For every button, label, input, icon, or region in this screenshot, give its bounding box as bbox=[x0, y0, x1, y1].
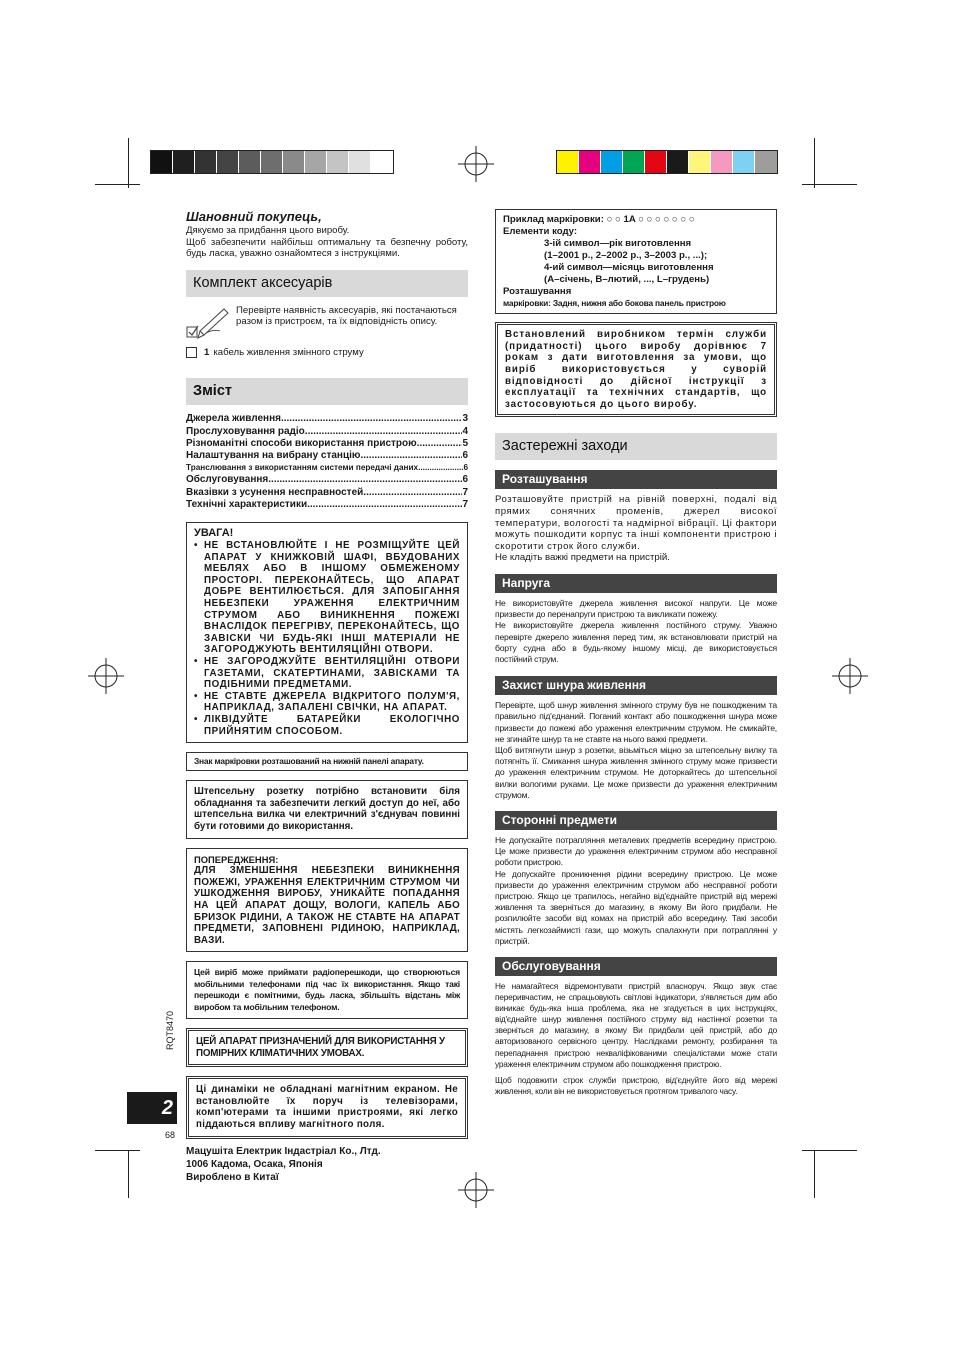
sub-heading: Напруга bbox=[495, 574, 777, 593]
warning-item bbox=[194, 714, 460, 737]
caution-notice bbox=[186, 848, 468, 953]
color-swatch bbox=[261, 151, 283, 173]
cord-text: Перевірте, щоб шнур живлення змінного струму був не пошкодженим та правильно під'єднаний. Поганий контакт або пошкодження шнура може призвести до пожежі або ураження електричним струмом. Не смикайте, не згинайте шнур та не ставте на нього важкі предмети. bbox=[495, 700, 777, 744]
manufacturer-name: Мацушіта Електрик Індастріал Ко., Лтд. bbox=[186, 1145, 381, 1157]
marking-notice: Знак маркіровки розташований на нижній панелі апарату. bbox=[186, 752, 468, 771]
toc-item[interactable] bbox=[186, 438, 468, 450]
marking-example bbox=[503, 214, 769, 226]
toc-leader bbox=[417, 438, 463, 450]
voltage-text: Не використовуйте джерела живлення постійного струму. Уважно перевірте джерело живлення перед тим, як встановлювати пристрій на борту судна або в будь-якому іншому місці, де використовується постійний струм. bbox=[495, 620, 777, 664]
toc-leader bbox=[363, 487, 462, 499]
toc-leader bbox=[281, 413, 462, 425]
marking-fourth-values: (А–січень, В–лютий, ..., L–грудень) bbox=[544, 274, 710, 285]
color-swatch bbox=[371, 151, 393, 173]
marking-location-label: Розташування bbox=[503, 286, 572, 297]
toc-leader bbox=[307, 499, 462, 511]
crop-mark bbox=[128, 138, 129, 188]
toc-title: Вказівки з усунення несправностей bbox=[186, 486, 364, 498]
crop-mark bbox=[95, 1150, 140, 1151]
bullet-icon: • bbox=[194, 655, 199, 667]
radio-notice: Цей виріб може приймати радіоперешкоди, що створюються мобільними телефонами під час їх використання. Якщо такі перешкоди є помітними, будь ласка, збільшіть відстань між виробом та мобільним телефоном. bbox=[186, 961, 468, 1019]
document-code: RQT8470 bbox=[165, 1010, 175, 1050]
cmyk-color-bar bbox=[556, 150, 778, 174]
pen-checkbox-icon bbox=[186, 305, 232, 341]
marking-example-code: ○ ○ 1A ○ ○ ○ ○ ○ ○ ○ bbox=[606, 214, 695, 225]
toc-item[interactable] bbox=[186, 426, 468, 438]
toc-item[interactable] bbox=[186, 462, 468, 474]
warning-item bbox=[194, 540, 460, 656]
color-swatch bbox=[327, 151, 349, 173]
toc-title: Прослуховування радіо bbox=[186, 425, 305, 437]
toc-page: 4 bbox=[462, 425, 468, 437]
color-swatch bbox=[601, 151, 623, 173]
color-swatch bbox=[689, 151, 711, 173]
gray-color-bar bbox=[150, 150, 394, 174]
accessories-note: Перевірте наявність аксесуарів, які постачаються разом із пристроєм, та їх відповідність опису. bbox=[236, 304, 457, 328]
toc-leader bbox=[418, 462, 463, 474]
warning-item-text: НЕ СТАВТЕ ДЖЕРЕЛА ВІДКРИТОГО ПОЛУМ'Я, НАПРИКЛАД, ЗАПАЛЕНІ СВІЧКИ, НА АПАРАТ. bbox=[204, 690, 460, 714]
toc-item[interactable] bbox=[186, 499, 468, 511]
sub-heading: Захист шнура живлення bbox=[495, 676, 777, 695]
color-swatch bbox=[239, 151, 261, 173]
toc-item[interactable] bbox=[186, 413, 468, 425]
accessory-text: кабель живлення змінного струму bbox=[213, 346, 364, 358]
registration-mark-icon bbox=[832, 658, 868, 694]
toc-item[interactable] bbox=[186, 487, 468, 499]
crop-mark bbox=[95, 184, 140, 185]
section-heading: Застережні заходи bbox=[495, 433, 777, 460]
manufacturer-origin: Вироблено в Китаї bbox=[186, 1171, 279, 1183]
accessories-check bbox=[186, 305, 468, 341]
toc-page: 6 bbox=[462, 449, 468, 461]
crop-mark bbox=[128, 1150, 129, 1198]
warning-item bbox=[194, 656, 460, 691]
warning-item-text: НЕ ЗАГОРОДЖУЙТЕ ВЕНТИЛЯЦІЙНІ ОТВОРИ ГАЗЕТАМИ, СКАТЕРТИНАМИ, ЗАВІСКАМИ ТА ПОДІБНИМИ ПРЕДМЕТАМИ. bbox=[204, 655, 460, 691]
foreign-text: Не допускайте проникнення рідини всередину пристрою. Це може призвести до ураження електричним струмом або несправної роботи пристрою. Якщо це трапилось, негайно від'єднайте пристрій від мережі живлення та зверніться до магазину, в якому Ви його придбали. Не розпилюйте засоби від комах на пристрій або всередину. Такі засоби містять легкозаймисті гази, що можуть спалахнути при потраплянні у пристрій. bbox=[495, 868, 777, 946]
checkbox[interactable] bbox=[186, 347, 197, 358]
color-swatch bbox=[349, 151, 371, 173]
service-text: Не намагайтеся відремонтувати пристрій власноруч. Якщо звук стає переривчастим, не спрацьовують світлові індикатори, з'являється дим або виникає будь-яка інша проблема, яка не згадується в цих інструкціях, від'єднайте шнур живлення постійного струму від настінної розетки та зверніться до магазину, в якому Ви придбали цей пристрій, або до авторизованого сервісного центру. Наслідками ремонту, розбирання та перепаднання пристрою некваліфікованими спеціалістами може стати ураження електричним струмом або пошкодження пристрою. bbox=[495, 981, 777, 1069]
section-heading: Зміст bbox=[186, 378, 468, 405]
marking-example-label: Приклад маркіровки: bbox=[503, 214, 604, 225]
service-life-box: Встановлений виробником термін служби (придатності) цього виробу дорівнює 7 рокам з дати виготовлення за умови, що виріб використовується у суворій відповідності до дійсної інструкції з експлуатації та технічних стандартів, що застосовуються до цього виробу. bbox=[495, 322, 777, 417]
right-column bbox=[495, 209, 777, 1097]
color-swatch bbox=[711, 151, 733, 173]
toc-title: Обслуговування bbox=[186, 474, 269, 486]
color-swatch bbox=[623, 151, 645, 173]
marking-third-values: (1–2001 р., 2–2002 р., 3–2003 р., ...); bbox=[544, 250, 708, 261]
color-swatch bbox=[217, 151, 239, 173]
socket-notice: Штепсельну розетку потрібно встановити біля обладнання та забезпечити легкий доступ до неї, або штепсельна вилка чи електричний з'єднувач повинні бути готовими до використання. bbox=[186, 780, 468, 838]
toc-page: 6 bbox=[463, 463, 468, 473]
color-swatch bbox=[173, 151, 195, 173]
caution-title: ПОПЕРЕДЖЕННЯ: bbox=[194, 853, 279, 865]
toc-page: 3 bbox=[462, 413, 468, 425]
toc-leader bbox=[360, 450, 462, 462]
climate-notice: ЦЕЙ АПАРАТ ПРИЗНАЧЕНИЙ ДЛЯ ВИКОРИСТАННЯ У ПОМІРНИХ КЛІМАТИЧНИХ УМОВАХ. bbox=[186, 1028, 468, 1067]
toc-page: 6 bbox=[462, 474, 468, 486]
toc-page: 5 bbox=[462, 437, 468, 449]
placement-text: Розташовуйте пристрій на рівній поверхні, подалі від прямих сонячних променів, джерел високої температури, вологості та надмірної вібрації. Ці фактори можуть пошкодити корпус та інші компоненти пристрою і скоротити строк його служби. bbox=[495, 494, 777, 552]
intro-text: Дякуємо за придбання цього виробу. bbox=[186, 225, 350, 236]
greeting-title: Шановний покупець, bbox=[186, 209, 322, 224]
placement-text: Не кладіть важкі предмети на пристрій. bbox=[495, 552, 670, 564]
marking-box bbox=[495, 209, 777, 314]
sub-heading: Розташування bbox=[495, 470, 777, 489]
accessory-item bbox=[186, 347, 468, 359]
page-number: 2 bbox=[127, 1092, 177, 1124]
warning-box bbox=[186, 522, 468, 743]
toc-title: Різноманітні способи використання пристрою bbox=[186, 437, 417, 449]
toc-leader bbox=[305, 426, 463, 438]
magnet-notice: Ці динаміки не обладнані магнітним екраном. Не встановлюйте їх поруч із телевізорами, комп'ютерами та іншими пристроями, які легко піддаються впливу магнітного поля. bbox=[186, 1076, 468, 1138]
left-column bbox=[186, 209, 468, 1184]
manufacturer-address: 1006 Кадома, Осака, Японія bbox=[186, 1158, 323, 1170]
warning-item bbox=[194, 691, 460, 714]
color-swatch bbox=[667, 151, 689, 173]
toc-page: 7 bbox=[462, 498, 468, 510]
toc-title: Транслювання з використанням системи передачі даних bbox=[186, 463, 419, 473]
color-swatch bbox=[755, 151, 777, 173]
registration-mark-icon bbox=[88, 658, 124, 694]
toc-item[interactable] bbox=[186, 450, 468, 462]
table-of-contents bbox=[186, 413, 468, 511]
toc-leader bbox=[268, 474, 462, 486]
marking-elements-label: Елементи коду: bbox=[503, 226, 578, 237]
foreign-text: Не допускайте потрапляння металевих предметів всередину пристрою. Це може призвести до ураження електричним струмом або несправної роботи пристрою. bbox=[495, 834, 777, 868]
toc-title: Налаштування на вибрану станцію bbox=[186, 449, 361, 461]
color-swatch bbox=[195, 151, 217, 173]
warning-list bbox=[194, 540, 460, 737]
accessory-qty: 1 bbox=[204, 346, 210, 358]
cord-text: Щоб витягнути шнур з розетки, візьміться міцно за штепсельну вилку та потягніть її. Смикання шнура живлення змінного струму може призвести до ураження електричним струмом. Не доторкайтесь до штепсельної вилки вологими руками. Це може призвести до ураження електричним струмом. bbox=[495, 744, 777, 800]
service-text: Щоб подовжити строк служби пристрою, від'єднуйте його від мережі живлення, коли він не використовується протягом тривалого часу. bbox=[495, 1074, 777, 1096]
color-swatch bbox=[645, 151, 667, 173]
caution-text: ДЛЯ ЗМЕНШЕННЯ НЕБЕЗПЕКИ ВИНИКНЕННЯ ПОЖЕЖІ, УРАЖЕННЯ ЕЛЕКТРИЧНИМ СТРУМОМ ЧИ УШКОДЖЕННЯ ВИРОБУ, УНИКАЙТЕ ПОПАДАННЯ НА ЦЕЙ АПАРАТ ДОЩУ, ВОЛОГИ, КАПЕЛЬ АБО БРИЗОК РІДИНИ, А ТАКОЖ НЕ СТАВТЕ НА АПАРАТ ПРЕДМЕТИ, ЗАПОВНЕНІ РІДИНОЮ, НАПРИКЛАД, ВАЗИ. bbox=[194, 865, 460, 946]
marking-third-symbol: 3-ій символ—рік виготовлення bbox=[544, 238, 692, 249]
warning-item-text: НЕ ВСТАНОВЛЮЙТЕ І НЕ РОЗМІЩУЙТЕ ЦЕЙ АПАРАТ У КНИЖКОВІЙ ШАФІ, ВБУДОВАНИХ МЕБЛЯХ АБО В ІНШОМУ ОБМЕЖЕНОМУ ПРОСТОРІ. ПЕРЕКОНАЙТЕСЬ, ЩО АПАРАТ ДОБРЕ ВЕНТИЛЮЄТЬСЯ. ДЛЯ ЗАПОБІГАННЯ НЕБЕЗПЕКИ УРАЖЕННЯ ЕЛЕКТРИЧНИМ СТРУМОМ АБО ВИНИКНЕННЯ ПОЖЕЖІ ВНАСЛІДОК ПЕРЕГРІВУ, ПЕРЕКОНАЙТЕСЬ, ЩО ЗАВІСКИ ЧИ БУДЬ-ЯКІ ІНШІ МАТЕРІАЛИ НЕ ЗАГОРОДЖУЮТЬ ВЕНТИЛЯЦІЙНІ ОТВОРИ. bbox=[204, 540, 460, 656]
crop-mark bbox=[802, 184, 857, 185]
registration-mark-icon bbox=[458, 146, 494, 182]
bullet-icon: • bbox=[194, 690, 199, 702]
color-swatch bbox=[305, 151, 327, 173]
crop-mark bbox=[814, 138, 815, 188]
sub-heading: Обслуговування bbox=[495, 957, 777, 976]
warning-title: УВАГА! bbox=[194, 527, 234, 539]
toc-title: Технічні характеристики bbox=[186, 498, 308, 510]
color-swatch bbox=[557, 151, 579, 173]
crop-mark bbox=[814, 1150, 815, 1198]
marking-location-text: маркіровки: Задня, нижня або бокова панель пристрою bbox=[503, 298, 726, 308]
warning-item-text: ЛІКВІДУЙТЕ БАТАРЕЙКИ ЕКОЛОГІЧНО ПРИЙНЯТИМ СПОСОБОМ. bbox=[204, 713, 460, 737]
manufacturer bbox=[186, 1145, 468, 1184]
toc-title: Джерела живлення bbox=[186, 413, 281, 425]
sub-heading: Сторонні предмети bbox=[495, 811, 777, 830]
sub-page-number: 68 bbox=[165, 1130, 176, 1140]
color-swatch bbox=[151, 151, 173, 173]
toc-item[interactable] bbox=[186, 474, 468, 486]
toc-page: 7 bbox=[462, 486, 468, 498]
intro-text: Щоб забезпечити найбільш оптимальну та безпечну роботу, будь ласка, уважно ознайомтеся з інструкціями. bbox=[186, 236, 468, 260]
color-swatch bbox=[733, 151, 755, 173]
bullet-icon: • bbox=[194, 713, 199, 725]
voltage-text: Не використовуйте джерела живлення високої напруги. Це може призвести до перенапруги пристрою та викликати пожежу. bbox=[495, 597, 777, 620]
marking-fourth-symbol: 4-ий символ—місяць виготовлення bbox=[544, 262, 714, 273]
bullet-icon: • bbox=[194, 540, 199, 551]
color-swatch bbox=[579, 151, 601, 173]
color-swatch bbox=[283, 151, 305, 173]
section-heading: Комплект аксесуарів bbox=[186, 270, 468, 297]
crop-mark bbox=[802, 1150, 857, 1151]
